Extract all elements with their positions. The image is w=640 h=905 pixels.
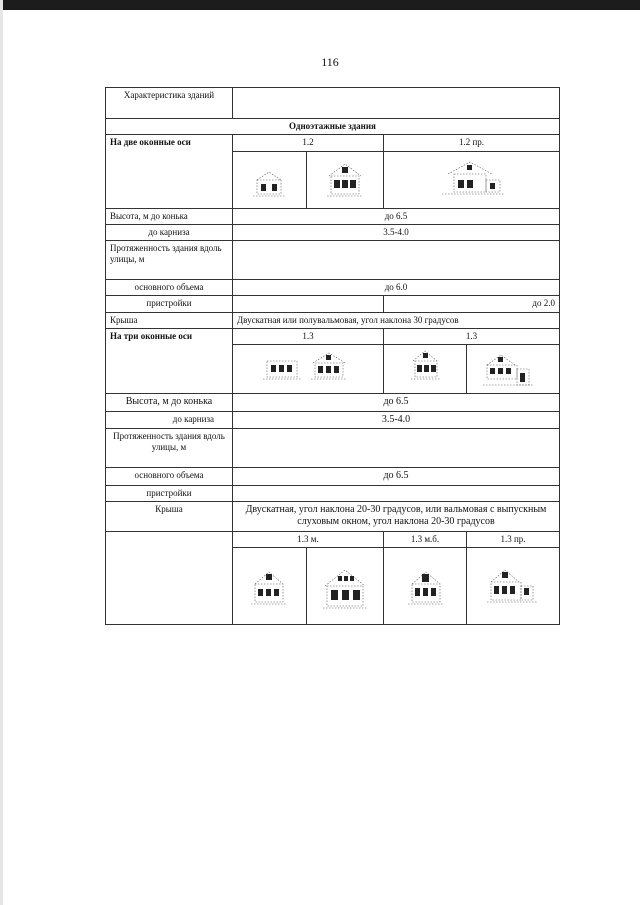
group2-annex-row: [106, 485, 560, 501]
group1-length-row: [106, 241, 560, 280]
group1-length-value: [233, 241, 560, 280]
group1-eave-row: [106, 224, 560, 240]
group2-roof-row: [106, 501, 560, 531]
facade-diagram-1-3-a: [233, 345, 384, 394]
group2-ridge-label: Высота, м до конька: [106, 394, 233, 412]
header-label: Характеристика зданий: [123, 90, 215, 100]
group1-main-volume-label: основного объема: [106, 280, 233, 296]
group2-eave-row: [106, 411, 560, 429]
group2-main-volume-label: основного объема: [106, 468, 233, 486]
header-value-cell: [233, 88, 560, 119]
group1-roof-value: Двускатная или полувальмовая, угол наклона 30 градусов: [233, 312, 560, 328]
group1-length-label: Протяженность здания вдоль улицы, м: [106, 241, 233, 280]
page-number: 116: [321, 55, 339, 69]
group2-ridge-row: [106, 394, 560, 412]
group1-ridge-value: до 6.5: [233, 208, 560, 224]
group2-roof-label: Крыша: [106, 501, 233, 531]
group1-ridge-label: Высота, м до конька: [106, 208, 233, 224]
facade-diagram-1-2-a: [233, 151, 307, 208]
scan-top-edge: [0, 0, 640, 10]
header-label-cell: [106, 88, 233, 119]
group3-label-blank: [106, 531, 233, 624]
section-title-row: [106, 119, 560, 135]
group1-annex-label: пристройки: [106, 296, 233, 312]
group2-eave-label: до карниза: [106, 411, 233, 429]
group2-annex-value: [233, 485, 560, 501]
group1-type-b: 1.2 пр.: [384, 135, 560, 151]
group2-eave-value: 3.5-4.0: [233, 411, 560, 429]
facade-diagram-1-3-pr: [467, 548, 560, 625]
group1-main-volume-value: до 6.0: [233, 280, 560, 296]
group1-eave-value: 3.5-4.0: [233, 224, 560, 240]
group1-ridge-row: [106, 208, 560, 224]
group2-title: На три оконные оси: [106, 328, 233, 393]
group2-length-label: Протяженность здания вдоль улицы, м: [106, 429, 233, 468]
facade-diagram-1-3-m-b: [307, 548, 384, 625]
group1-title: На две оконные оси: [106, 135, 233, 208]
section-title: Одноэтажные здания: [106, 119, 560, 135]
building-characteristics-table: [105, 87, 560, 625]
group1-main-volume-row: [106, 280, 560, 296]
group1-roof-row: [106, 312, 560, 328]
group1-roof-label: Крыша: [106, 312, 233, 328]
group3-type-b: 1.3 м.б.: [384, 531, 467, 547]
group1-annex-value: до 2.0: [384, 296, 560, 312]
facade-diagram-1-3-m-a: [233, 548, 307, 625]
group3-type-c: 1.3 пр.: [467, 531, 560, 547]
group2-annex-label: пристройки: [106, 485, 233, 501]
header-row: [106, 88, 560, 119]
group1-annex-row: [106, 296, 560, 312]
group3-title-row: [106, 531, 560, 547]
group2-ridge-value: до 6.5: [233, 394, 560, 412]
group1-title-row: [106, 135, 560, 151]
group2-title-row: [106, 328, 560, 344]
scan-left-edge: [0, 0, 3, 905]
group2-length-value: [233, 429, 560, 468]
group3-type-a: 1.3 м.: [233, 531, 384, 547]
facade-diagram-1-2-b: [307, 151, 384, 208]
facade-diagram-1-3-mb: [384, 548, 467, 625]
group2-type-b: 1.3: [384, 328, 560, 344]
group1-annex-blank: [233, 296, 384, 312]
group2-length-row: [106, 429, 560, 468]
group1-eave-label: до карниза: [106, 224, 233, 240]
facade-diagram-1-3-c: [467, 345, 560, 394]
group2-type-a: 1.3: [233, 328, 384, 344]
facade-diagram-1-3-b: [384, 345, 467, 394]
group2-main-volume-row: [106, 468, 560, 486]
group1-type-a: 1.2: [233, 135, 384, 151]
group2-roof-value: Двускатная, угол наклона 20-30 градусов, или вальмовая с выпускным слуховым окном, угол наклона 20-30 градусов: [233, 501, 560, 531]
facade-diagram-1-2-pr: [384, 151, 560, 208]
group2-main-volume-value: до 6.5: [233, 468, 560, 486]
